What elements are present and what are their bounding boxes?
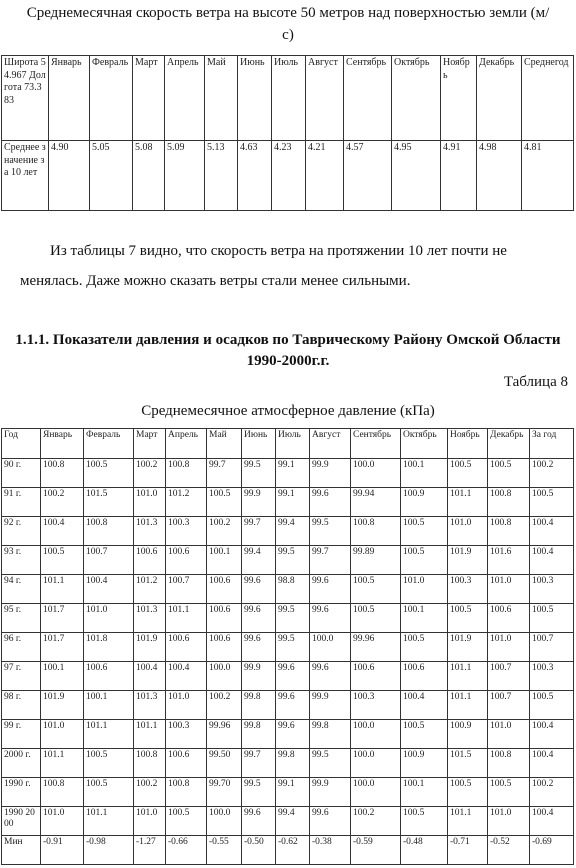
table-cell: 101.9 — [134, 633, 166, 662]
table-cell: 100.4 — [134, 662, 166, 691]
table-cell: 100.2 — [530, 778, 574, 807]
table-cell: 100.7 — [530, 633, 574, 662]
table-cell: 99.6 — [276, 662, 310, 691]
table-cell: 1990 2000 — [2, 807, 41, 836]
table-cell: 101.3 — [134, 604, 166, 633]
table-cell: 101.8 — [84, 633, 134, 662]
table-cell: 100.8 — [351, 517, 401, 546]
table-cell: 100.2 — [207, 517, 242, 546]
pressure-table — [1, 428, 574, 865]
table-cell: 100.5 — [401, 517, 448, 546]
table-cell: 99.6 — [310, 488, 351, 517]
table-cell: 100.7 — [488, 691, 530, 720]
table-cell: Июль — [272, 56, 306, 141]
table-cell: Февраль — [84, 429, 134, 459]
table-cell: 100.0 — [207, 662, 242, 691]
table-cell: 99.5 — [276, 604, 310, 633]
table-cell: 99.70 — [207, 778, 242, 807]
table-cell: 100.5 — [84, 749, 134, 778]
table-cell: 100.5 — [401, 720, 448, 749]
table-cell: 101.0 — [41, 720, 84, 749]
table-row — [2, 691, 574, 720]
table-cell: 99.94 — [351, 488, 401, 517]
table-cell: 100.6 — [166, 633, 207, 662]
table-cell: 2000 г. — [2, 749, 41, 778]
table-cell: 100.5 — [166, 807, 207, 836]
table-cell: 93 г. — [2, 546, 41, 575]
table-cell: 101.3 — [134, 517, 166, 546]
table-cell: Май — [205, 56, 238, 141]
table-cell: 99.89 — [351, 546, 401, 575]
table-cell: 100.5 — [401, 807, 448, 836]
table-cell: 100.5 — [84, 778, 134, 807]
table-cell: 98 г. — [2, 691, 41, 720]
table-cell: -0.98 — [84, 836, 134, 865]
table-cell: -0.59 — [351, 836, 401, 865]
table-cell: Октябрь — [401, 429, 448, 459]
table-cell: 101.0 — [134, 807, 166, 836]
table-cell: 101.6 — [488, 546, 530, 575]
table-row — [2, 575, 574, 604]
table-cell: 100.3 — [530, 575, 574, 604]
table-row — [2, 749, 574, 778]
table-cell: 100.0 — [351, 778, 401, 807]
table-cell: 4.81 — [522, 141, 574, 211]
table-row — [2, 604, 574, 633]
table-number: Таблица 8 — [503, 374, 568, 390]
table-cell: 101.1 — [448, 691, 488, 720]
table-cell: 100.1 — [207, 546, 242, 575]
table-cell: 100.8 — [41, 778, 84, 807]
table-cell: -0.91 — [41, 836, 84, 865]
table-cell: 100.6 — [351, 662, 401, 691]
table-cell: 99.9 — [310, 778, 351, 807]
table-cell: 92 г. — [2, 517, 41, 546]
table-cell: 100.2 — [134, 459, 166, 488]
table-cell: 100.9 — [401, 749, 448, 778]
table-cell: 100.4 — [401, 691, 448, 720]
table-cell: Март — [133, 56, 165, 141]
table-cell: Ноябрь — [441, 56, 477, 141]
table-cell: 100.2 — [134, 778, 166, 807]
table-cell: 101.1 — [84, 807, 134, 836]
table-cell: 100.5 — [401, 633, 448, 662]
table-cell: 100.1 — [401, 459, 448, 488]
table-cell: 100.6 — [401, 662, 448, 691]
table-cell: 4.98 — [477, 141, 522, 211]
table-cell: 4.21 — [306, 141, 344, 211]
table-cell: 99.8 — [310, 720, 351, 749]
table-cell: 100.5 — [401, 546, 448, 575]
body-paragraph: Из таблицы 7 видно, что скорость ветра на протяжении 10 лет почти не менялась. Даже можно сказать ветры стали менее сильными. — [20, 243, 507, 289]
table-cell: Сентябрь — [351, 429, 401, 459]
table-row — [2, 459, 574, 488]
table-cell: 99.1 — [276, 459, 310, 488]
table-cell: 100.6 — [134, 546, 166, 575]
table-cell: Среднегод — [522, 56, 574, 141]
table-cell: 99.5 — [276, 633, 310, 662]
table-cell: 101.2 — [166, 488, 207, 517]
table-cell: 100.2 — [530, 459, 574, 488]
table-cell: 101.0 — [401, 575, 448, 604]
table-cell: 99.8 — [276, 749, 310, 778]
table-cell: 99.6 — [310, 662, 351, 691]
table-cell: 100.1 — [401, 778, 448, 807]
table-cell: Август — [306, 56, 344, 141]
table-cell: 100.4 — [41, 517, 84, 546]
section-heading: 1.1.1. Показатели давления и осадков по Таврическому Району Омской Области 1990-2000г.г. — [15, 332, 561, 369]
table-cell: 99.5 — [310, 517, 351, 546]
table-cell: 101.1 — [166, 604, 207, 633]
table-cell: 101.0 — [84, 604, 134, 633]
table-cell: 101.9 — [448, 546, 488, 575]
table-cell: 99.5 — [242, 778, 276, 807]
table-cell: 101.3 — [134, 691, 166, 720]
table-cell: 101.1 — [448, 662, 488, 691]
table-cell: 101.1 — [41, 575, 84, 604]
table-cell: 96 г. — [2, 633, 41, 662]
table-cell: Декабрь — [488, 429, 530, 459]
table-cell: -0.50 — [242, 836, 276, 865]
table-cell: 100.0 — [207, 807, 242, 836]
table-cell: 99.7 — [207, 459, 242, 488]
table-cell: 100.4 — [84, 575, 134, 604]
table-cell: Февраль — [90, 56, 133, 141]
table-cell: 100.8 — [166, 778, 207, 807]
table-cell: 100.5 — [351, 604, 401, 633]
table-cell: 100.3 — [530, 662, 574, 691]
table-cell: Июль — [276, 429, 310, 459]
table-cell: 100.5 — [488, 778, 530, 807]
table-cell: 99.6 — [242, 575, 276, 604]
table-cell: 100.0 — [351, 749, 401, 778]
table-cell: 99.6 — [310, 604, 351, 633]
table-cell: -0.48 — [401, 836, 448, 865]
table-cell: Ноябрь — [448, 429, 488, 459]
table-cell: 100.9 — [401, 488, 448, 517]
table-cell: 101.1 — [448, 807, 488, 836]
table-cell: 100.5 — [448, 778, 488, 807]
table-cell: 100.5 — [530, 604, 574, 633]
table-cell: 100.8 — [41, 459, 84, 488]
table-cell: 1990 г. — [2, 778, 41, 807]
table-cell: 100.1 — [84, 691, 134, 720]
table-cell: 100.2 — [41, 488, 84, 517]
table-row — [2, 633, 574, 662]
table-cell: Апрель — [165, 56, 205, 141]
table-cell: 101.0 — [448, 517, 488, 546]
table-cell: 100.8 — [166, 459, 207, 488]
table-row — [2, 778, 574, 807]
table-cell: 100.4 — [530, 807, 574, 836]
table-cell: -0.52 — [488, 836, 530, 865]
table-cell: 4.23 — [272, 141, 306, 211]
table-cell: 100.6 — [207, 604, 242, 633]
table-cell: 99.6 — [276, 691, 310, 720]
table-cell: 100.6 — [488, 604, 530, 633]
table-cell: 4.95 — [392, 141, 441, 211]
table-cell: 100.4 — [530, 720, 574, 749]
table-cell: 101.1 — [41, 749, 84, 778]
table-cell: 5.13 — [205, 141, 238, 211]
table-row — [2, 488, 574, 517]
table2-caption: Среднемесячное атмосферное давление (кПа) — [141, 403, 435, 419]
table-cell: 100.5 — [448, 604, 488, 633]
table-cell: 101.0 — [488, 575, 530, 604]
table-cell: 99.5 — [242, 459, 276, 488]
table-cell: 100.6 — [207, 633, 242, 662]
table-cell: 99.8 — [242, 720, 276, 749]
table-cell: 100.8 — [488, 749, 530, 778]
table-cell: 100.4 — [166, 662, 207, 691]
table-cell: Январь — [49, 56, 90, 141]
table-cell: 101.1 — [448, 488, 488, 517]
table-cell: 94 г. — [2, 575, 41, 604]
wind-speed-table — [1, 55, 574, 211]
table-cell: Сентябрь — [344, 56, 392, 141]
table-cell: 101.1 — [84, 720, 134, 749]
table-cell: 100.6 — [166, 546, 207, 575]
table-cell: Июнь — [238, 56, 272, 141]
table-cell: 5.09 — [165, 141, 205, 211]
table-cell: 100.5 — [448, 459, 488, 488]
table-cell: 101.0 — [134, 488, 166, 517]
table-cell: 101.0 — [488, 807, 530, 836]
table-cell: Март — [134, 429, 166, 459]
table-cell: 101.0 — [488, 720, 530, 749]
table-cell: 100.2 — [207, 691, 242, 720]
table-cell: 100.7 — [84, 546, 134, 575]
table-cell: 99.50 — [207, 749, 242, 778]
table-cell: 101.5 — [84, 488, 134, 517]
table-row — [2, 836, 574, 865]
table-cell: 100.3 — [448, 575, 488, 604]
table-cell: 100.4 — [530, 546, 574, 575]
table-cell: 5.08 — [133, 141, 165, 211]
table-cell: 99.6 — [242, 604, 276, 633]
table1-caption: Среднемесячная скорость ветра на высоте 50 метров над поверхностью земли (м/с) — [26, 5, 550, 43]
table-cell: 100.4 — [530, 749, 574, 778]
table-cell: 100.0 — [351, 720, 401, 749]
table-cell: 99.6 — [310, 807, 351, 836]
table-cell: 100.7 — [166, 575, 207, 604]
table-cell: Май — [207, 429, 242, 459]
table-cell: 4.91 — [441, 141, 477, 211]
table-cell: 100.1 — [401, 604, 448, 633]
table-cell: 100.4 — [530, 517, 574, 546]
table-cell: 99.9 — [310, 459, 351, 488]
table-cell: 99.96 — [207, 720, 242, 749]
table-cell: 99.4 — [276, 807, 310, 836]
table-cell: 99.6 — [242, 807, 276, 836]
table-cell: 101.5 — [448, 749, 488, 778]
table-cell: 100.5 — [41, 546, 84, 575]
table-cell: Октябрь — [392, 56, 441, 141]
table-cell: 99.6 — [242, 633, 276, 662]
table-cell: 4.90 — [49, 141, 90, 211]
table-cell: 99.4 — [242, 546, 276, 575]
table-cell: 4.63 — [238, 141, 272, 211]
table-cell: 91 г. — [2, 488, 41, 517]
table-cell: 99.6 — [310, 575, 351, 604]
table-cell: 99.7 — [310, 546, 351, 575]
table-cell: Мин — [2, 836, 41, 865]
table-cell: Среднее значение за 10 лет — [2, 141, 49, 211]
table-cell: Год — [2, 429, 41, 459]
table-cell: 99.9 — [310, 691, 351, 720]
table-row — [2, 662, 574, 691]
table-cell: 99.7 — [242, 749, 276, 778]
table-cell: 100.0 — [351, 459, 401, 488]
table-cell: 99.96 — [351, 633, 401, 662]
table-cell: 100.5 — [351, 575, 401, 604]
table-cell: -0.71 — [448, 836, 488, 865]
table-cell: 98.8 — [276, 575, 310, 604]
table-cell: 100.2 — [351, 807, 401, 836]
table-cell: 100.3 — [166, 720, 207, 749]
table-cell: 100.8 — [84, 517, 134, 546]
table-cell: 101.7 — [41, 633, 84, 662]
table-cell: 101.7 — [41, 604, 84, 633]
table-cell: 97 г. — [2, 662, 41, 691]
table-cell: 101.2 — [134, 575, 166, 604]
table-cell: 99.1 — [276, 488, 310, 517]
table-cell: 99.9 — [242, 662, 276, 691]
table-cell: 100.5 — [530, 691, 574, 720]
table-cell: -0.62 — [276, 836, 310, 865]
table-cell: 5.05 — [90, 141, 133, 211]
table-cell: 100.6 — [166, 749, 207, 778]
table-cell: 100.6 — [84, 662, 134, 691]
table-cell: 100.5 — [84, 459, 134, 488]
table-cell: 100.1 — [41, 662, 84, 691]
table-cell: Июнь — [242, 429, 276, 459]
table-cell: 100.5 — [488, 459, 530, 488]
table-row — [2, 546, 574, 575]
table-cell: -0.38 — [310, 836, 351, 865]
table-cell: -0.69 — [530, 836, 574, 865]
table-cell: 99.7 — [242, 517, 276, 546]
table-cell: Январь — [41, 429, 84, 459]
table-cell: Август — [310, 429, 351, 459]
table-cell: 100.3 — [351, 691, 401, 720]
table-cell: 100.8 — [134, 749, 166, 778]
table-cell: -0.66 — [166, 836, 207, 865]
table-cell: 101.0 — [41, 807, 84, 836]
table-cell: 100.6 — [207, 575, 242, 604]
table-cell: 99.6 — [276, 720, 310, 749]
table-cell: 99.8 — [242, 691, 276, 720]
table-cell: 101.0 — [166, 691, 207, 720]
table-cell: 101.1 — [134, 720, 166, 749]
table-cell: 100.8 — [488, 488, 530, 517]
table-row — [2, 141, 574, 211]
table-cell: Апрель — [166, 429, 207, 459]
table-cell: -0.55 — [207, 836, 242, 865]
table-cell: 100.3 — [166, 517, 207, 546]
table-cell: 100.9 — [448, 720, 488, 749]
table-cell: Широта 54.967 Долгота 73.383 — [2, 56, 49, 141]
table-cell: -1.27 — [134, 836, 166, 865]
table-cell: 100.8 — [488, 517, 530, 546]
table-cell: 99.5 — [310, 749, 351, 778]
table-cell: 101.9 — [448, 633, 488, 662]
table-cell: За год — [530, 429, 574, 459]
table-cell: 100.0 — [310, 633, 351, 662]
table-cell: 101.9 — [41, 691, 84, 720]
table-cell: 4.57 — [344, 141, 392, 211]
table-cell: 95 г. — [2, 604, 41, 633]
table-row — [2, 517, 574, 546]
table-cell: 90 г. — [2, 459, 41, 488]
table-header-row — [2, 56, 574, 141]
table-cell: 99.5 — [276, 546, 310, 575]
table-cell: Декабрь — [477, 56, 522, 141]
table-cell: 100.5 — [207, 488, 242, 517]
table-cell: 99 г. — [2, 720, 41, 749]
table-cell: 101.0 — [488, 633, 530, 662]
table-cell: 100.7 — [488, 662, 530, 691]
table-row — [2, 720, 574, 749]
table-cell: 99.4 — [276, 517, 310, 546]
table-cell: 100.5 — [530, 488, 574, 517]
table-cell: 99.1 — [276, 778, 310, 807]
table-header-row — [2, 429, 574, 459]
table-row — [2, 807, 574, 836]
table-cell: 99.9 — [242, 488, 276, 517]
